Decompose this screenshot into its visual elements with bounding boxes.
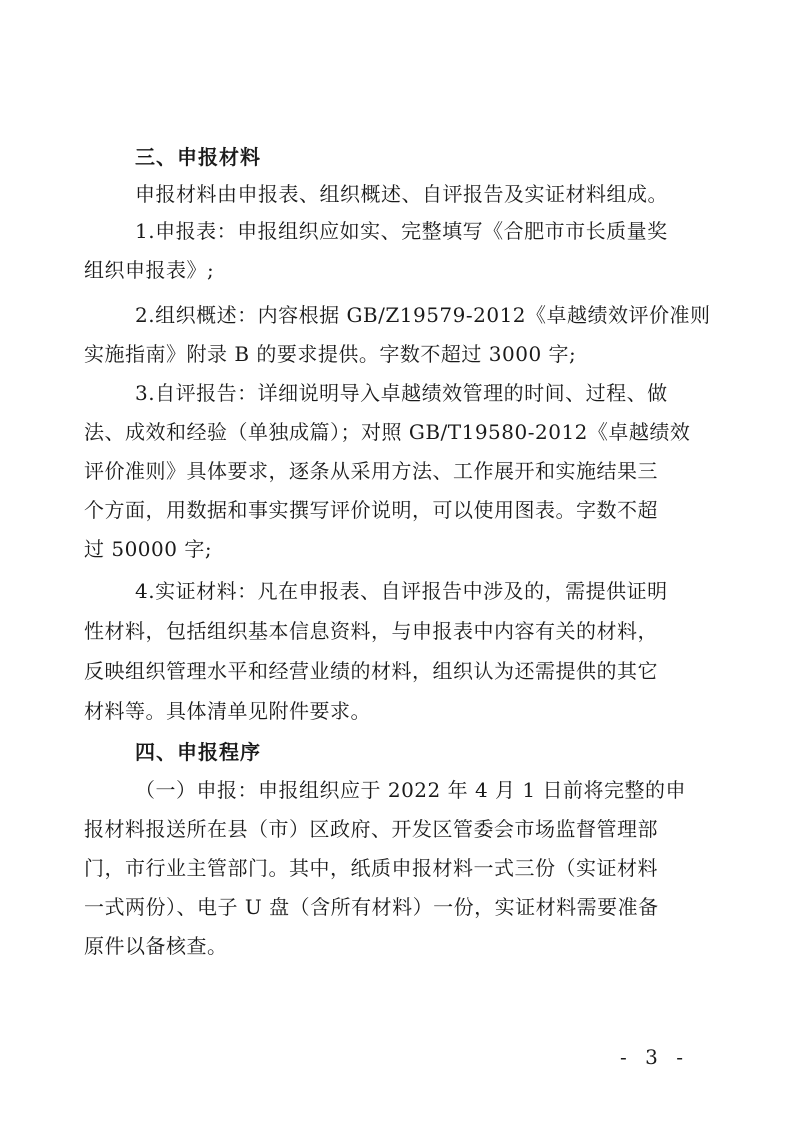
- item1-line2: 组织申报表》;: [84, 258, 215, 282]
- item3-line3: 评价准则》具体要求，逐条从采用方法、工作展开和实施结果三: [84, 459, 658, 483]
- item3-line1: 3.自评报告：详细说明导入卓越绩效管理的时间、过程、做: [135, 381, 668, 405]
- item1-line1: 1.申报表：申报组织应如实、完整填写《合肥市市长质量奖: [135, 219, 668, 243]
- section-heading-materials: 三、申报材料: [135, 145, 261, 169]
- procedure-line3: 门，市行业主管部门。其中，纸质申报材料一式三份（实证材料: [84, 856, 658, 880]
- item4-line1: 4.实证材料：凡在申报表、自评报告中涉及的，需提供证明: [135, 579, 668, 603]
- section-heading-procedure: 四、申报程序: [135, 740, 261, 764]
- page-number: - 3 -: [620, 1045, 689, 1069]
- item3-line4: 个方面，用数据和事实撰写评价说明，可以使用图表。字数不超: [84, 498, 658, 522]
- procedure-line2: 报材料报送所在县（市）区政府、开发区管委会市场监督管理部: [84, 817, 658, 841]
- item4-line2: 性材料，包括组织基本信息资料，与申报表中内容有关的材料，: [84, 619, 658, 643]
- item3-line5: 过 50000 字;: [84, 537, 213, 561]
- procedure-line1: （一）申报：申报组织应于 2022 年 4 月 1 日前将完整的申: [135, 778, 686, 802]
- item2-line2: 实施指南》附录 B 的要求提供。字数不超过 3000 字;: [84, 342, 577, 366]
- item4-line3: 反映组织管理水平和经营业绩的材料，组织认为还需提供的其它: [84, 659, 658, 683]
- paragraph-intro: 申报材料由申报表、组织概述、自评报告及实证材料组成。: [135, 182, 668, 206]
- item4-line4: 材料等。具体清单见附件要求。: [84, 699, 371, 723]
- item2-line1: 2.组织概述：内容根据 GB/Z19579-2012《卓越绩效评价准则: [135, 303, 711, 327]
- procedure-line5: 原件以备核查。: [84, 934, 228, 958]
- procedure-line4: 一式两份）、电子 U 盘（含所有材料）一份，实证材料需要准备: [84, 895, 659, 919]
- item3-line2: 法、成效和经验（单独成篇）；对照 GB/T19580-2012《卓越绩效: [84, 420, 691, 444]
